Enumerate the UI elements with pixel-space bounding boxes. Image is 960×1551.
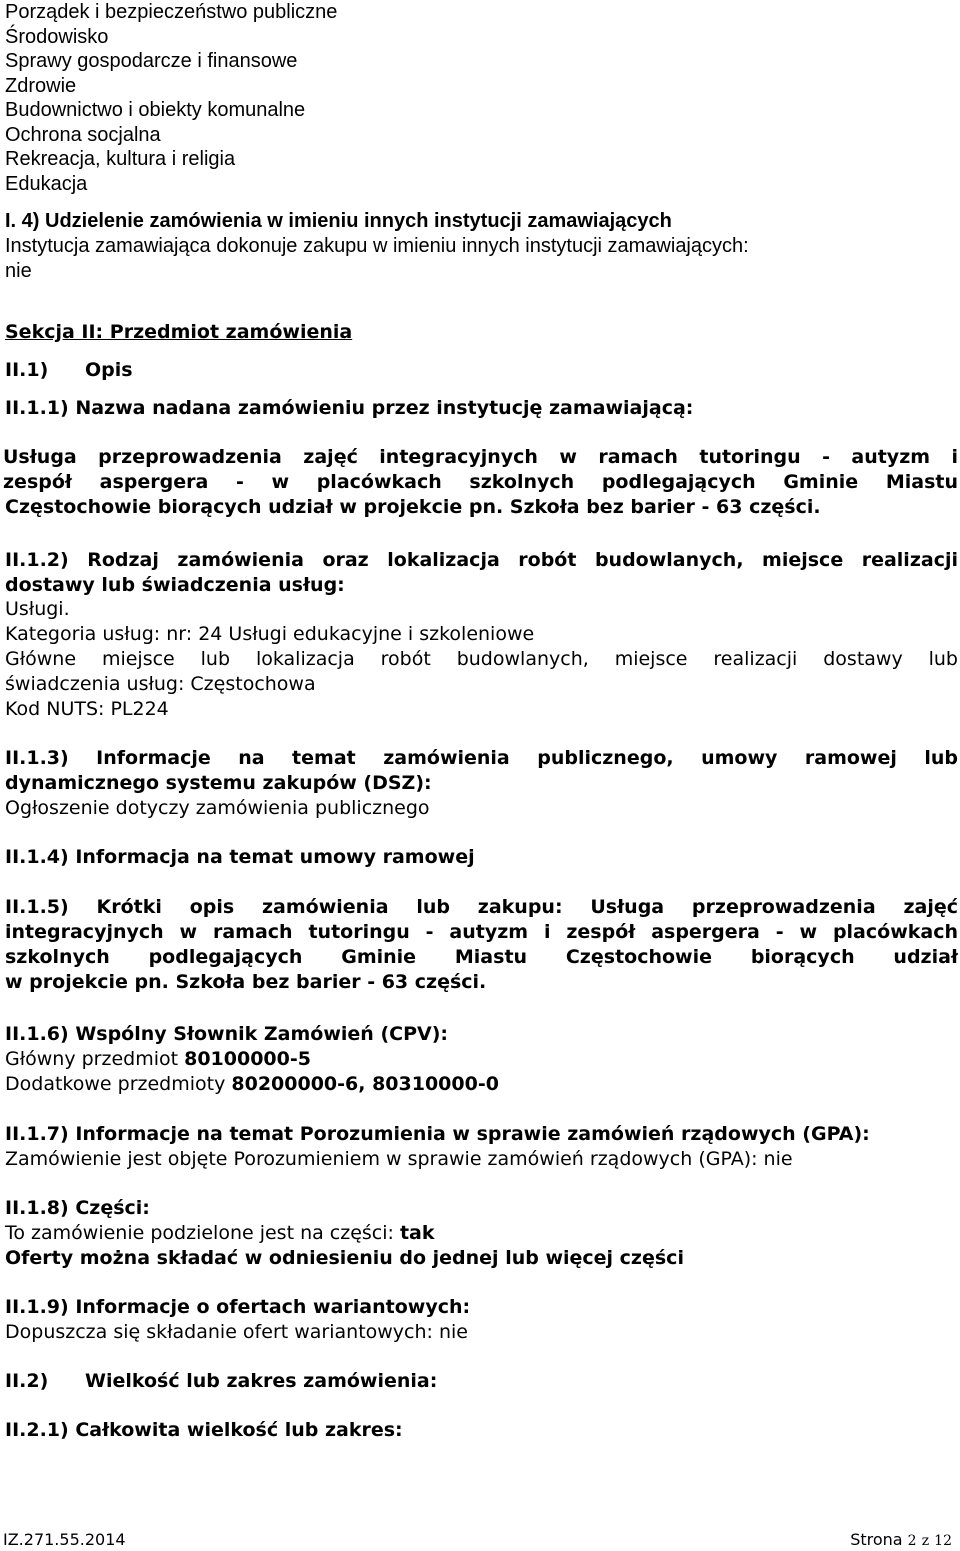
section-heading-ii2 — [5, 1369, 437, 1394]
section-heading-ii11: II.1.1) Nazwa nadana zamówieniu przez instytucję zamawiającą: — [5, 397, 694, 419]
cpv-main — [5, 1047, 311, 1072]
section-heading-ii12: II.1.2) Rodzaj zamówienia oraz lokalizacja robót budowlanych, miejsce realizacji — [5, 549, 958, 571]
category-item: Edukacja — [5, 173, 88, 195]
section-label: Opis — [85, 359, 133, 381]
category-item: Zdrowie — [5, 75, 77, 97]
cpv-add-label: Dodatkowe przedmioty — [5, 1073, 232, 1095]
nuts-code: Kod NUTS: PL224 — [5, 698, 169, 720]
section-heading-i4: I. 4) Udzielenie zamówienia w imieniu innych instytucji zamawiających — [5, 210, 672, 232]
section-heading-ii12-cont: dostawy lub świadczenia usług: — [5, 574, 345, 596]
short-desc-line: II.1.5) Krótki opis zamówienia lub zakupu: Usługa przeprowadzenia zajęć — [5, 896, 958, 918]
service-category: Kategoria usług: nr: 24 Usługi edukacyjne i szkoleniowe — [5, 623, 535, 645]
parts-value: tak — [399, 1222, 435, 1244]
order-name-line: zespół aspergera - w placówkach szkolnych podlegających Gminie Miastu — [3, 471, 958, 493]
short-desc-line: integracyjnych w ramach tutoringu - autyzm i zespół aspergera - w placówkach — [5, 921, 958, 943]
footer-page-number — [850, 1530, 952, 1551]
category-item: Środowisko — [5, 26, 109, 48]
variant-text: Dopuszcza się składanie ofert wariantowych: nie — [5, 1321, 468, 1343]
category-item: Rekreacja, kultura i religia — [5, 148, 236, 170]
ii13-text: Ogłoszenie dotyczy zamówienia publicznego — [5, 797, 430, 819]
cpv-main-code: 80100000-5 — [184, 1048, 311, 1070]
page-current: 2 — [907, 1533, 917, 1549]
order-name-line: Usługa przeprowadzenia zajęć integracyjnych w ramach tutoringu - autyzm i — [3, 446, 958, 468]
section-heading-ii18: II.1.8) Części: — [5, 1197, 150, 1219]
place-line: Główne miejsce lub lokalizacja robót budowlanych, miejsce realizacji dostawy lub — [5, 648, 958, 670]
i4-text: Instytucja zamawiająca dokonuje zakupu w imieniu innych instytucji zamawiających: — [5, 235, 749, 257]
section-heading-ii17: II.1.7) Informacje na temat Porozumienia w sprawie zamówień rządowych (GPA): — [5, 1123, 870, 1145]
section-heading-ii19: II.1.9) Informacje o ofertach wariantowych: — [5, 1296, 471, 1318]
short-desc-line: szkolnych podlegających Gminie Miastu Częstochowie biorących udział — [5, 946, 958, 968]
parts-text — [5, 1221, 435, 1246]
section-heading-ii21: II.2.1) Całkowita wielkość lub zakres: — [5, 1419, 403, 1441]
order-name-line: Częstochowie biorących udział w projekcie pn. Szkoła bez barier - 63 części. — [5, 496, 821, 518]
section-heading-ii13: II.1.3) Informacje na temat zamówienia publicznego, umowy ramowej lub — [5, 747, 958, 769]
category-item: Budownictwo i obiekty komunalne — [5, 99, 306, 121]
section-heading-ii13-cont: dynamicznego systemu zakupów (DSZ): — [5, 772, 432, 794]
footer-reference: IZ.271.55.2014 — [3, 1530, 126, 1549]
category-item: Ochrona socjalna — [5, 124, 161, 146]
page-separator: z — [921, 1533, 930, 1549]
page-label: Strona — [850, 1530, 903, 1549]
category-item: Porządek i bezpieczeństwo publiczne — [5, 1, 338, 23]
section-ii1-heading — [5, 358, 133, 383]
section-label: Wielkość lub zakres zamówienia: — [85, 1370, 438, 1392]
section-heading-ii14: II.1.4) Informacja na temat umowy ramowej — [5, 846, 475, 868]
cpv-additional — [5, 1072, 499, 1097]
offers-text: Oferty można składać w odniesieniu do jednej lub więcej części — [5, 1247, 684, 1269]
section-number: II.1) — [5, 359, 49, 381]
place-line: świadczenia usług: Częstochowa — [5, 673, 316, 695]
page-total: 12 — [934, 1533, 952, 1549]
section-heading-ii16: II.1.6) Wspólny Słownik Zamówień (CPV): — [5, 1023, 448, 1045]
gpa-text: Zamówienie jest objęte Porozumieniem w sprawie zamówień rządowych (GPA): nie — [5, 1148, 793, 1170]
cpv-main-label: Główny przedmiot — [5, 1048, 185, 1070]
i4-answer: nie — [5, 260, 32, 282]
order-type: Usługi. — [5, 598, 70, 620]
category-item: Sprawy gospodarcze i finansowe — [5, 50, 298, 72]
section-number: II.2) — [5, 1370, 49, 1392]
cpv-add-codes: 80200000-6, 80310000-0 — [231, 1073, 499, 1095]
parts-label: To zamówienie podzielone jest na części: — [5, 1222, 400, 1244]
short-desc-line: w projekcie pn. Szkoła bez barier - 63 części. — [5, 971, 487, 993]
section-ii-title: Sekcja II: Przedmiot zamówienia — [5, 321, 353, 343]
